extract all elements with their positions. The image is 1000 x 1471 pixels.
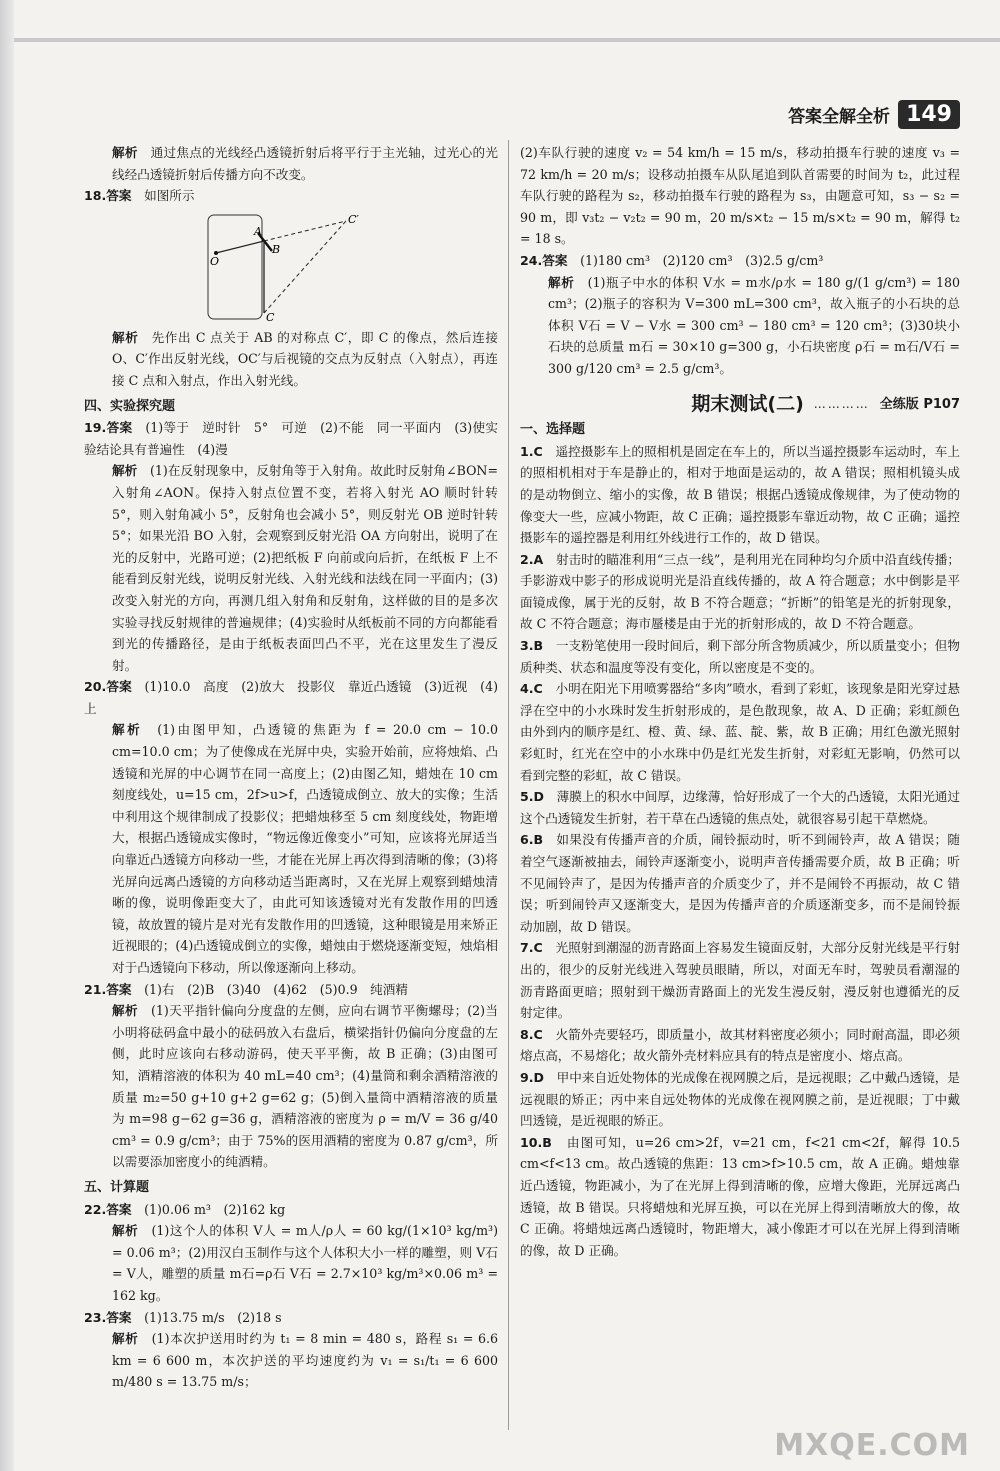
answer-text: (2)车队行驶的速度 v₂ = 54 km/h = 15 m/s，移动拍摄车行驶的速度 v₃ = 72 km/h = 20 m/s；设移动拍摄车从队尾追到队首需要的时间为 t₂，此过程车队行驶的路程为 s₂，移动拍摄车行驶的路程为 s₃，由题意可知，s₃ − s₂ = 90 m，即 v₃t₂ − v₂t₂ = 90 m，20 m/s×t₂ − 15 m/s×t₂ = 90 m，解得 t₂ = 18 s。 bbox=[520, 145, 960, 247]
answer-paragraph bbox=[84, 979, 498, 1001]
answer-paragraph bbox=[84, 185, 498, 207]
section-heading: 五、计算题 bbox=[84, 1179, 150, 1195]
answer-paragraph bbox=[520, 937, 960, 1023]
answer-text: 小明在阳光下用喷雾器给“多肉”喷水，看到了彩虹，该现象是阳光穿过悬浮在空中的小水珠时发生折射形成的，是色散现象，故 A、D 正确；彩虹颜色由外到内的顺序是红、橙、黄、绿、蓝、靛、紫，故 B 正确；用红色激光照射彩虹时，红光在空中的小水珠中仍是红光发生折射，对彩虹无影响，仍然可以看到完整的彩虹，故 C 错误。 bbox=[520, 681, 960, 783]
section-heading: 一、选择题 bbox=[520, 422, 586, 438]
answer-text: 如果没有传播声音的介质，闹铃振动时，听不到闹铃声，故 A 错误；随着空气逐渐被抽去，闹铃声逐渐变小，说明声音传播需要介质，故 B 正确；听不见闹铃声了，是因为传播声音的介质变少了，并不是闹铃不再振动，故 C 错误；听到闹铃声又逐渐变大，是因为传播声音的介质逐渐变多，而不是闹铃振动加剧，故 D 错误。 bbox=[520, 832, 961, 934]
top-rule bbox=[14, 38, 1000, 42]
answer-label: 20.答案 bbox=[84, 679, 132, 695]
answer-label: 解析 bbox=[112, 1003, 138, 1019]
answer-text: 甲中来自近处物体的光成像在视网膜之后，是远视眼；乙中戴凸透镜，是远视眼的矫正；丙中来自远处物体的光成像在视网膜之前，是近视眼；丁中戴凹透镜，是近视眼的矫正。 bbox=[520, 1069, 961, 1129]
answer-paragraph bbox=[84, 1199, 498, 1221]
answer-paragraph bbox=[520, 441, 960, 549]
answer-label: 3.B bbox=[520, 638, 544, 654]
answer-label: 1.C bbox=[520, 443, 543, 459]
answer-paragraph bbox=[520, 250, 960, 272]
answer-text: (1)0.06 m³ (2)162 kg bbox=[144, 1201, 286, 1217]
answer-paragraph bbox=[84, 460, 498, 676]
answer-label: 解析 bbox=[112, 463, 138, 479]
column-divider bbox=[508, 140, 509, 1430]
answer-paragraph bbox=[84, 1328, 498, 1393]
answer-paragraph bbox=[520, 549, 960, 635]
right-column bbox=[520, 142, 960, 1261]
answer-label: 10.B bbox=[520, 1134, 552, 1150]
answer-text: (1)瓶子中水的体积 V水 = m水/ρ水 = 180 g/(1 g/cm³) = 180 cm³；(2)瓶子的容积为 V=300 mL=300 cm³，故入瓶子的小石块的总体积 V石 = V − V水 = 300 cm³ − 180 cm³ = 120 cm³；(3)30块小石块的总质量 m石 = 30×10 g=300 g，小石块密度 ρ石 = m石/V石 = 300 g/120 cm³ = 2.5 g/cm³。 bbox=[548, 274, 961, 376]
diagram-label_B: B bbox=[272, 242, 281, 256]
answer-text: (1)本次护送用时约为 t₁ = 8 min = 480 s，路程 s₁ = 6.6 km = 6 600 m，本次护送的平均速度约为 v₁ = s₁/t₁ = 6 600 m/480 s = 13.75 m/s； bbox=[112, 1331, 499, 1390]
answer-label: 解析 bbox=[548, 274, 575, 290]
answer-paragraph bbox=[520, 1132, 960, 1262]
answer-label: 解析 bbox=[112, 1223, 139, 1239]
answer-paragraph bbox=[520, 635, 960, 678]
answer-label: 23.答案 bbox=[84, 1309, 132, 1325]
diagram-label_A: A bbox=[254, 224, 262, 238]
answer-paragraph bbox=[84, 1307, 498, 1329]
watermark: MXQE.COM bbox=[774, 1428, 970, 1463]
chapter-ref: 全练版 P107 bbox=[879, 396, 960, 412]
answer-text: (1)180 cm³ (2)120 cm³ (3)2.5 g/cm³ bbox=[580, 252, 824, 268]
answer-paragraph bbox=[520, 1067, 960, 1132]
diagram-label_Cp: C′ bbox=[348, 212, 359, 226]
answer-paragraph bbox=[84, 142, 498, 185]
answer-text: 射击时的瞄准利用“三点一线”，是利用光在同种均匀介质中沿直线传播；手影游戏中影子的形成说明光是沿直线传播的，故 A 符合题意；水中倒影是平面镜成像，属于光的反射，故 B 不符合题意；“折断”的铅笔是光的折射现象，故 C 不符合题意；海市蜃楼是由于光的折射形成的，故 D 不符合题意。 bbox=[520, 551, 961, 632]
answer-label: 22.答案 bbox=[84, 1201, 132, 1217]
page-header bbox=[788, 100, 960, 129]
diagram-label_O: O bbox=[210, 254, 220, 268]
answer-text: 由图可知，u=26 cm>2f，v=21 cm，f<21 cm<2f，解得 10.5 cm<f<13 cm。故凸透镜的焦距：13 cm>f>10.5 cm，故 A 正确。蜡烛靠近凸透镜，物距减小，为了在光屏上得到清晰的像，应增大像距，光屏远离凸透镜，故 B 错误。只将蜡烛和光屏互换，可以在光屏上得到清晰放大的像，故 C 正确。将蜡烛远离凸透镜时，物距增大，减小像距才可以在光屏上得到清晰的像，故 D 正确。 bbox=[520, 1134, 961, 1258]
answer-text: (1)天平指针偏向分度盘的左侧，应向右调节平衡螺母；(2)当小明将砝码盒中最小的砝码放入右盘后，横梁指针仍偏向分度盘的左侧，此时应该向右移动游码，使天平平衡，故 B 正确；(3)由图可知，酒精溶液的体积为 40 mL=40 cm³；(4)量筒和剩余酒精溶液的质量 m₂=50 g+10 g+2 g=62 g；(5)倒入量筒中酒精溶液的质量为 m=98 g−62 g=36 g，酒精溶液的密度为 ρ = m/V = 36 g/40 cm³ = 0.9 g/cm³；由于 75%的医用酒精的密度为 0.87 g/cm³，所以需要添加密度小的纯酒精。 bbox=[112, 1003, 499, 1170]
answer-paragraph bbox=[84, 417, 498, 460]
answer-text: (1)这个人的体积 V人 = m人/ρ人 = 60 kg/(1×10³ kg/m³) = 0.06 m³；(2)用汉白玉制作与这个人体积大小一样的雕塑，则 V石 = V人，雕塑的质量 m石=ρ石 V石 = 2.7×10³ kg/m³×0.06 m³ = 162 kg。 bbox=[112, 1223, 498, 1303]
header-title: 答案全解全析 bbox=[788, 107, 891, 127]
answer-text: 火箭外壳要轻巧，即质量小，故其材料密度必须小；同时耐高温，即必须熔点高，不易熔化；故火箭外壳材料应具有的特点是密度小、熔点高。 bbox=[520, 1026, 961, 1064]
answer-text: 通过焦点的光线经凸透镜折射后将平行于主光轴，过光心的光线经凸透镜折射后传播方向不改变。 bbox=[112, 145, 499, 182]
symmetry-line bbox=[264, 221, 346, 313]
answer-paragraph bbox=[84, 1000, 498, 1173]
chapter-heading bbox=[520, 394, 960, 416]
answer-label: 18.答案 bbox=[84, 188, 132, 204]
answer-label: 5.D bbox=[520, 789, 545, 805]
answer-paragraph bbox=[520, 1024, 960, 1067]
diagram-label_C: C bbox=[266, 310, 275, 323]
answer-text: 光照射到潮湿的沥青路面上容易发生镜面反射，大部分反射光线是平行射出的，很少的反射光线进入驾驶员眼睛，所以，对面无车时，驾驶员看潮湿的沥青路面更暗；照射到干燥沥青路面上的光发生漫反射，漫反射也遵循光的反射定律。 bbox=[520, 940, 961, 1021]
answer-text: (1)10.0 高度 (2)放大 投影仪 靠近凸透镜 (3)近视 (4)上 bbox=[84, 679, 499, 716]
answer-label: 9.D bbox=[520, 1069, 545, 1085]
mirror-ray-diagram bbox=[206, 213, 386, 323]
answer-label: 6.B bbox=[520, 832, 544, 848]
answer-paragraph bbox=[84, 1220, 498, 1306]
answer-label: 解析 bbox=[112, 1331, 139, 1347]
answer-text: (1)等于 逆时针 5° 可逆 (2)不能 同一平面内 (3)使实验结论具有普遍性 (4)漫 bbox=[84, 420, 499, 457]
answer-label: 解析 bbox=[112, 722, 143, 738]
answer-text: (1)13.75 m/s (2)18 s bbox=[144, 1309, 282, 1325]
answer-paragraph bbox=[84, 719, 498, 978]
answer-text: 先作出 C 点关于 AB 的对称点 C′，即 C 的像点，然后连接 O、C′作出反射光线，OC′与后视镜的交点为反射点（入射点），再连接 C 点和入射点，作出入射光线。 bbox=[112, 329, 499, 388]
chapter-leader: ………… bbox=[813, 396, 870, 411]
answer-label: 7.C bbox=[520, 940, 543, 956]
answer-label: 8.C bbox=[520, 1026, 543, 1042]
virtual-ray bbox=[264, 221, 346, 241]
answer-paragraph bbox=[520, 829, 960, 937]
answer-label: 解析 bbox=[112, 145, 138, 160]
answer-text: 遥控摄影车上的照相机是固定在车上的，所以当遥控摄影车运动时，车上的照相机相对于车是静止的，相对于地面是运动的，故 A 错误；照相机镜头成的是动物倒立、缩小的实像，故 B 错误；根据凸透镜成像规律，为了使动物的像变大一些，应减小物距，故 C 正确；遥控摄影车靠近动物，故 C 正确；遥控摄影车的遥控器是利用红外线进行工作的，故 D 错误。 bbox=[520, 443, 961, 546]
answer-paragraph bbox=[84, 327, 498, 392]
answer-text: 一支粉笔使用一段时间后，剩下部分所含物质减少，所以质量变小；但物质种类、状态和温度等没有变化，所以密度是不变的。 bbox=[520, 638, 961, 675]
answer-label: 19.答案 bbox=[84, 420, 133, 436]
scan-edge bbox=[0, 0, 14, 1471]
answer-paragraph bbox=[520, 142, 960, 250]
answer-text: (1)在反射现象中，反射角等于入射角。故此时反射角∠BON=入射角∠AON。保持入射点位置不变，若将入射光 AO 顺时针转 5°，则入射角减小 5°，反射角也会减小 5°，则反射光 OB 逆时针转 5°；如果光沿 BO 入射，会观察到反射光沿 OA 方向射出，说明了在光的反射中，光路可逆；(2)把纸板 F 向前或向后折，在纸板 F 上不能看到反射光线，说明反射光线、入射光线和法线在同一平面内；(3)改变入射光的方向，再测几组入射角和反射角，这样做的目的是多次实验寻找反射规律的普遍规律；(4)实验时从纸板前不同的方向都能看到光的传播路径，是由于纸板表面凹凸不平，光在这里发生了漫反射。 bbox=[112, 463, 499, 673]
section-heading: 四、实验探究题 bbox=[84, 398, 176, 414]
chapter-title: 期末测试(二) bbox=[691, 392, 804, 415]
answer-label: 解析 bbox=[112, 329, 139, 345]
left-column bbox=[84, 142, 498, 1393]
answer-text: 如图所示 bbox=[144, 188, 195, 204]
answer-paragraph bbox=[520, 678, 960, 786]
answer-paragraph bbox=[84, 676, 498, 719]
answer-text: (1)由图甲知，凸透镜的焦距为 f = 20.0 cm − 10.0 cm=10.0 cm；为了使像成在光屏中央，实验开始前，应将烛焰、凸透镜和光屏的中心调节在同一高度上；(2)由图乙知，蜡烛在 10 cm 刻度线处，u=15 cm，2f>u>f，凸透镜成倒立、放大的实像；生活中利用这个规律制成了投影仪；把蜡烛移至 5 cm 刻度线处，物距增大，根据凸透镜成实像时，“物远像近像变小”可知，应该将光屏适当向靠近凸透镜方向移动一些，才能在光屏上再次得到清晰的像；(3)将光屏向远离凸透镜的方向移动适当距离时，又在光屏上观察到蜡烛清晰的像，说明像距变大了，由此可知该透镜对光有发散作用的凹透镜，故放置的镜片是对光有发散作用的凹透镜，这种眼镜是用来矫正近视眼的；(4)凸透镜成倒立的实像，蜡烛由于燃烧逐渐变短，烛焰相对于凸透镜向下移动，所以像逐渐向上移动。 bbox=[112, 722, 499, 975]
answer-text: (1)右 (2)B (3)40 (4)62 (5)0.9 纯酒精 bbox=[144, 981, 408, 997]
answer-paragraph bbox=[520, 786, 960, 829]
answer-text: 薄膜上的积水中间厚，边缘薄，恰好形成了一个大的凸透镜，太阳光通过这个凸透镜发生折射，若干草在凸透镜的焦点处，就很容易引起干草燃烧。 bbox=[520, 789, 961, 826]
answer-label: 21.答案 bbox=[84, 981, 132, 997]
answer-label: 2.A bbox=[520, 551, 544, 567]
answer-paragraph bbox=[520, 272, 960, 380]
answer-label: 4.C bbox=[520, 681, 543, 697]
answer-label: 24.答案 bbox=[520, 252, 568, 268]
reflected-ray bbox=[216, 241, 264, 253]
page-number: 149 bbox=[898, 100, 960, 129]
